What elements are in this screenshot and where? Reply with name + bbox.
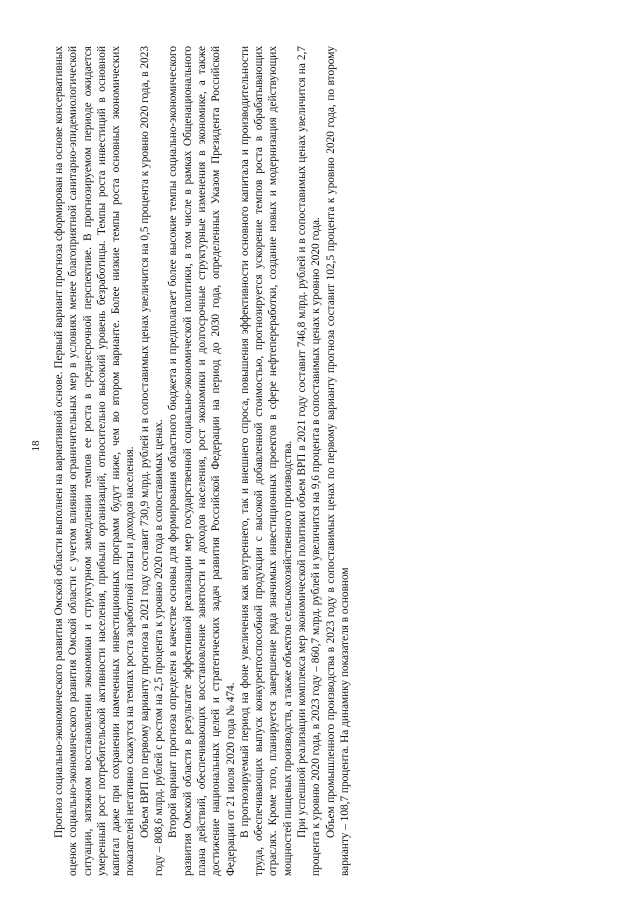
paragraph: Второй вариант прогноза определен в качестве основы для формирования областного бюджета и предполагает более высокие темпы социально-экономического развития Омской области в результате эффективной реализации мер государственной социально-экономической политики, в том числе в рамках Общенационального плана действий, обеспечивающих восстановление занятости и доходов населения, рост экономики и долгосрочные структурные изменения в экономике, а также достижение национальных целей и стратегических задач развития Российской Федерации на период до 2030 года, определенных Указом Президента Российской Федерации от 21 июля 2020 года № 474. [167, 46, 237, 876]
paragraph: В прогнозируемый период на фоне увеличения как внутреннего, так и внешнего спроса, повышения эффективности основного капитала и производительности труда, обеспечивающих выпуск конкурентоспособной продукции с высокой добавленной стоимостью, прогнозируется ускорение темпов роста в обрабатывающих отраслях. Кроме того, планируется завершение ряда значимых инвестиционных проектов в сфере нефтепереработки, создание новых и модернизация действующих мощностей пищевых производств, а также объектов сельскохозяйственного производства. [238, 46, 294, 876]
rotated-text-block [52, 46, 352, 876]
paragraph: При успешной реализации комплекса мер экономической политики объем ВРП в 2021 году составит 746,8 млрд. рублей и в сопоставимых ценах увеличится на 2,7 процента к уровню 2020 года, в 2023 году – 860,7 млрд. рублей и увеличится на 9,6 процента в сопоставимых ценах к уровню 2020 года. [296, 46, 323, 876]
paragraph: Прогноз социально-экономического развития Омской области выполнен на вариативной основе. Первый вариант прогноза сформирован на основе консервативных оценок социально-экономического развития Омской области с учетом влияния ограничительных мер в условиях менее благоприятной санитарно-эпидемиологической ситуации, затяжном восстановлении экономики и структурном замедлении темпов ее роста в среднесрочной перспективе. В прогнозируемом периоде ожидается умеренный рост потребительской активности населения, прибыли организаций, относительно высокий уровень безработицы. Темпы роста инвестиций в основной капитал даже при сохранении намеченных инвестиционных программ будут ниже, чем во втором варианте. Более низкие темпы роста основных экономических показателей негативно скажутся на темпах роста заработной платы и доходов населения. [53, 46, 137, 876]
body-text [52, 46, 352, 876]
paragraph: Объем ВРП по первому варианту прогноза в 2021 году составит 730,9 млрд. рублей и в сопоставимых ценах увеличится на 0,5 процента к уровню 2020 года, в 2023 году – 808,6 млрд. рублей с ростом на 2,5 процента к уровню 2020 года в сопоставимых ценах. [138, 46, 166, 876]
paragraph: Объем промышленного производства в 2023 году в сопоставимых ценах по первому варианту прогноза составит 102,5 процента к уровню 2020 года, по второму варианту – 108,7 процента. На динамику показателя в основном [324, 46, 351, 876]
page-number: 18 [30, 440, 42, 452]
